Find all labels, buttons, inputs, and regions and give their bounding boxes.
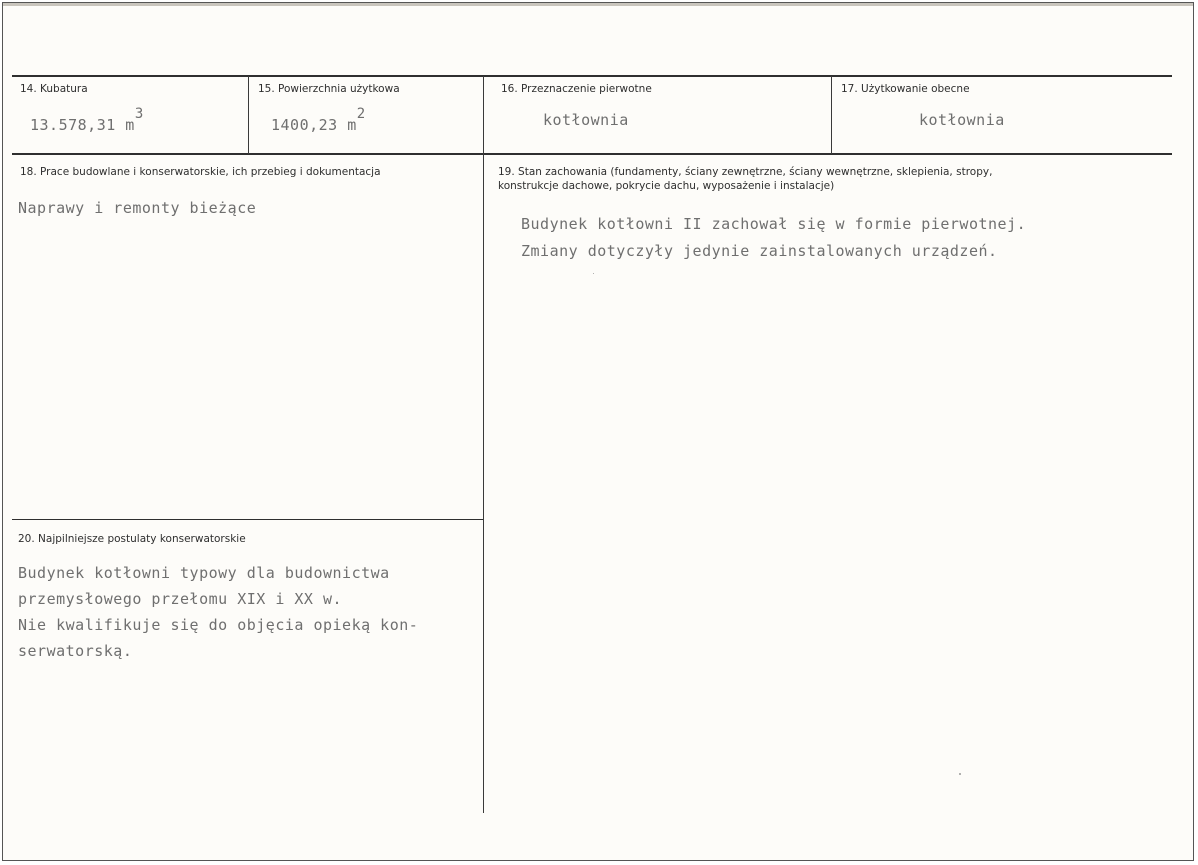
field-16-label: 16. Przeznaczenie pierwotne [501,83,652,95]
field-19-line-2: Zmiany dotyczyły jedynie zainstalowanych urządzeń. [521,242,998,260]
paper-speck [593,273,594,274]
middle-rule [12,153,1172,155]
field-16-value: kotłownia [543,111,629,129]
divider-14-15 [248,76,249,154]
field-15-label: 15. Powierzchnia użytkowa [258,83,400,95]
field-14-label: 14. Kubatura [20,83,88,95]
record-card [2,2,1194,861]
field-15-superscript: 2 [356,106,366,122]
field-14-superscript: 3 [134,106,144,122]
field-17-label: 17. Użytkowanie obecne [841,83,970,95]
divider-15-16 [483,76,484,813]
field-20-line-2: przemysłowego przełomu XIX i XX w. [18,590,343,608]
field-20-line-3: Nie kwalifikuje się do objęcia opieką kon- [18,616,419,634]
field-15-value [271,107,366,138]
field-20-line-4: serwatorską. [18,642,133,660]
paper-speck [959,773,961,775]
field-19-label-line2: konstrukcje dachowe, pokrycie dachu, wyposażenie i instalacje) [498,180,835,192]
field-19-line-1: Budynek kotłowni II zachował się w formie pierwotnej. [521,215,1027,233]
section-20-rule [12,519,483,520]
field-20-line-1: Budynek kotłowni typowy dla budownictwa [18,564,390,582]
field-18-label: 18. Prace budowlane i konserwatorskie, ich przebieg i dokumentacja [20,166,381,178]
divider-16-17 [831,76,832,154]
field-19-label-line1: 19. Stan zachowania (fundamenty, ściany zewnętrzne, ściany wewnętrzne, sklepienia, stropy, [498,166,993,178]
field-14-number: 13.578,31 m [30,116,135,134]
field-20-label: 20. Najpilniejsze postulaty konserwatorskie [18,533,246,545]
field-15-number: 1400,23 m [271,116,357,134]
field-14-value [30,107,144,138]
field-17-value: kotłownia [919,111,1005,129]
field-18-value: Naprawy i remonty bieżące [18,199,257,217]
top-rule [12,75,1172,77]
